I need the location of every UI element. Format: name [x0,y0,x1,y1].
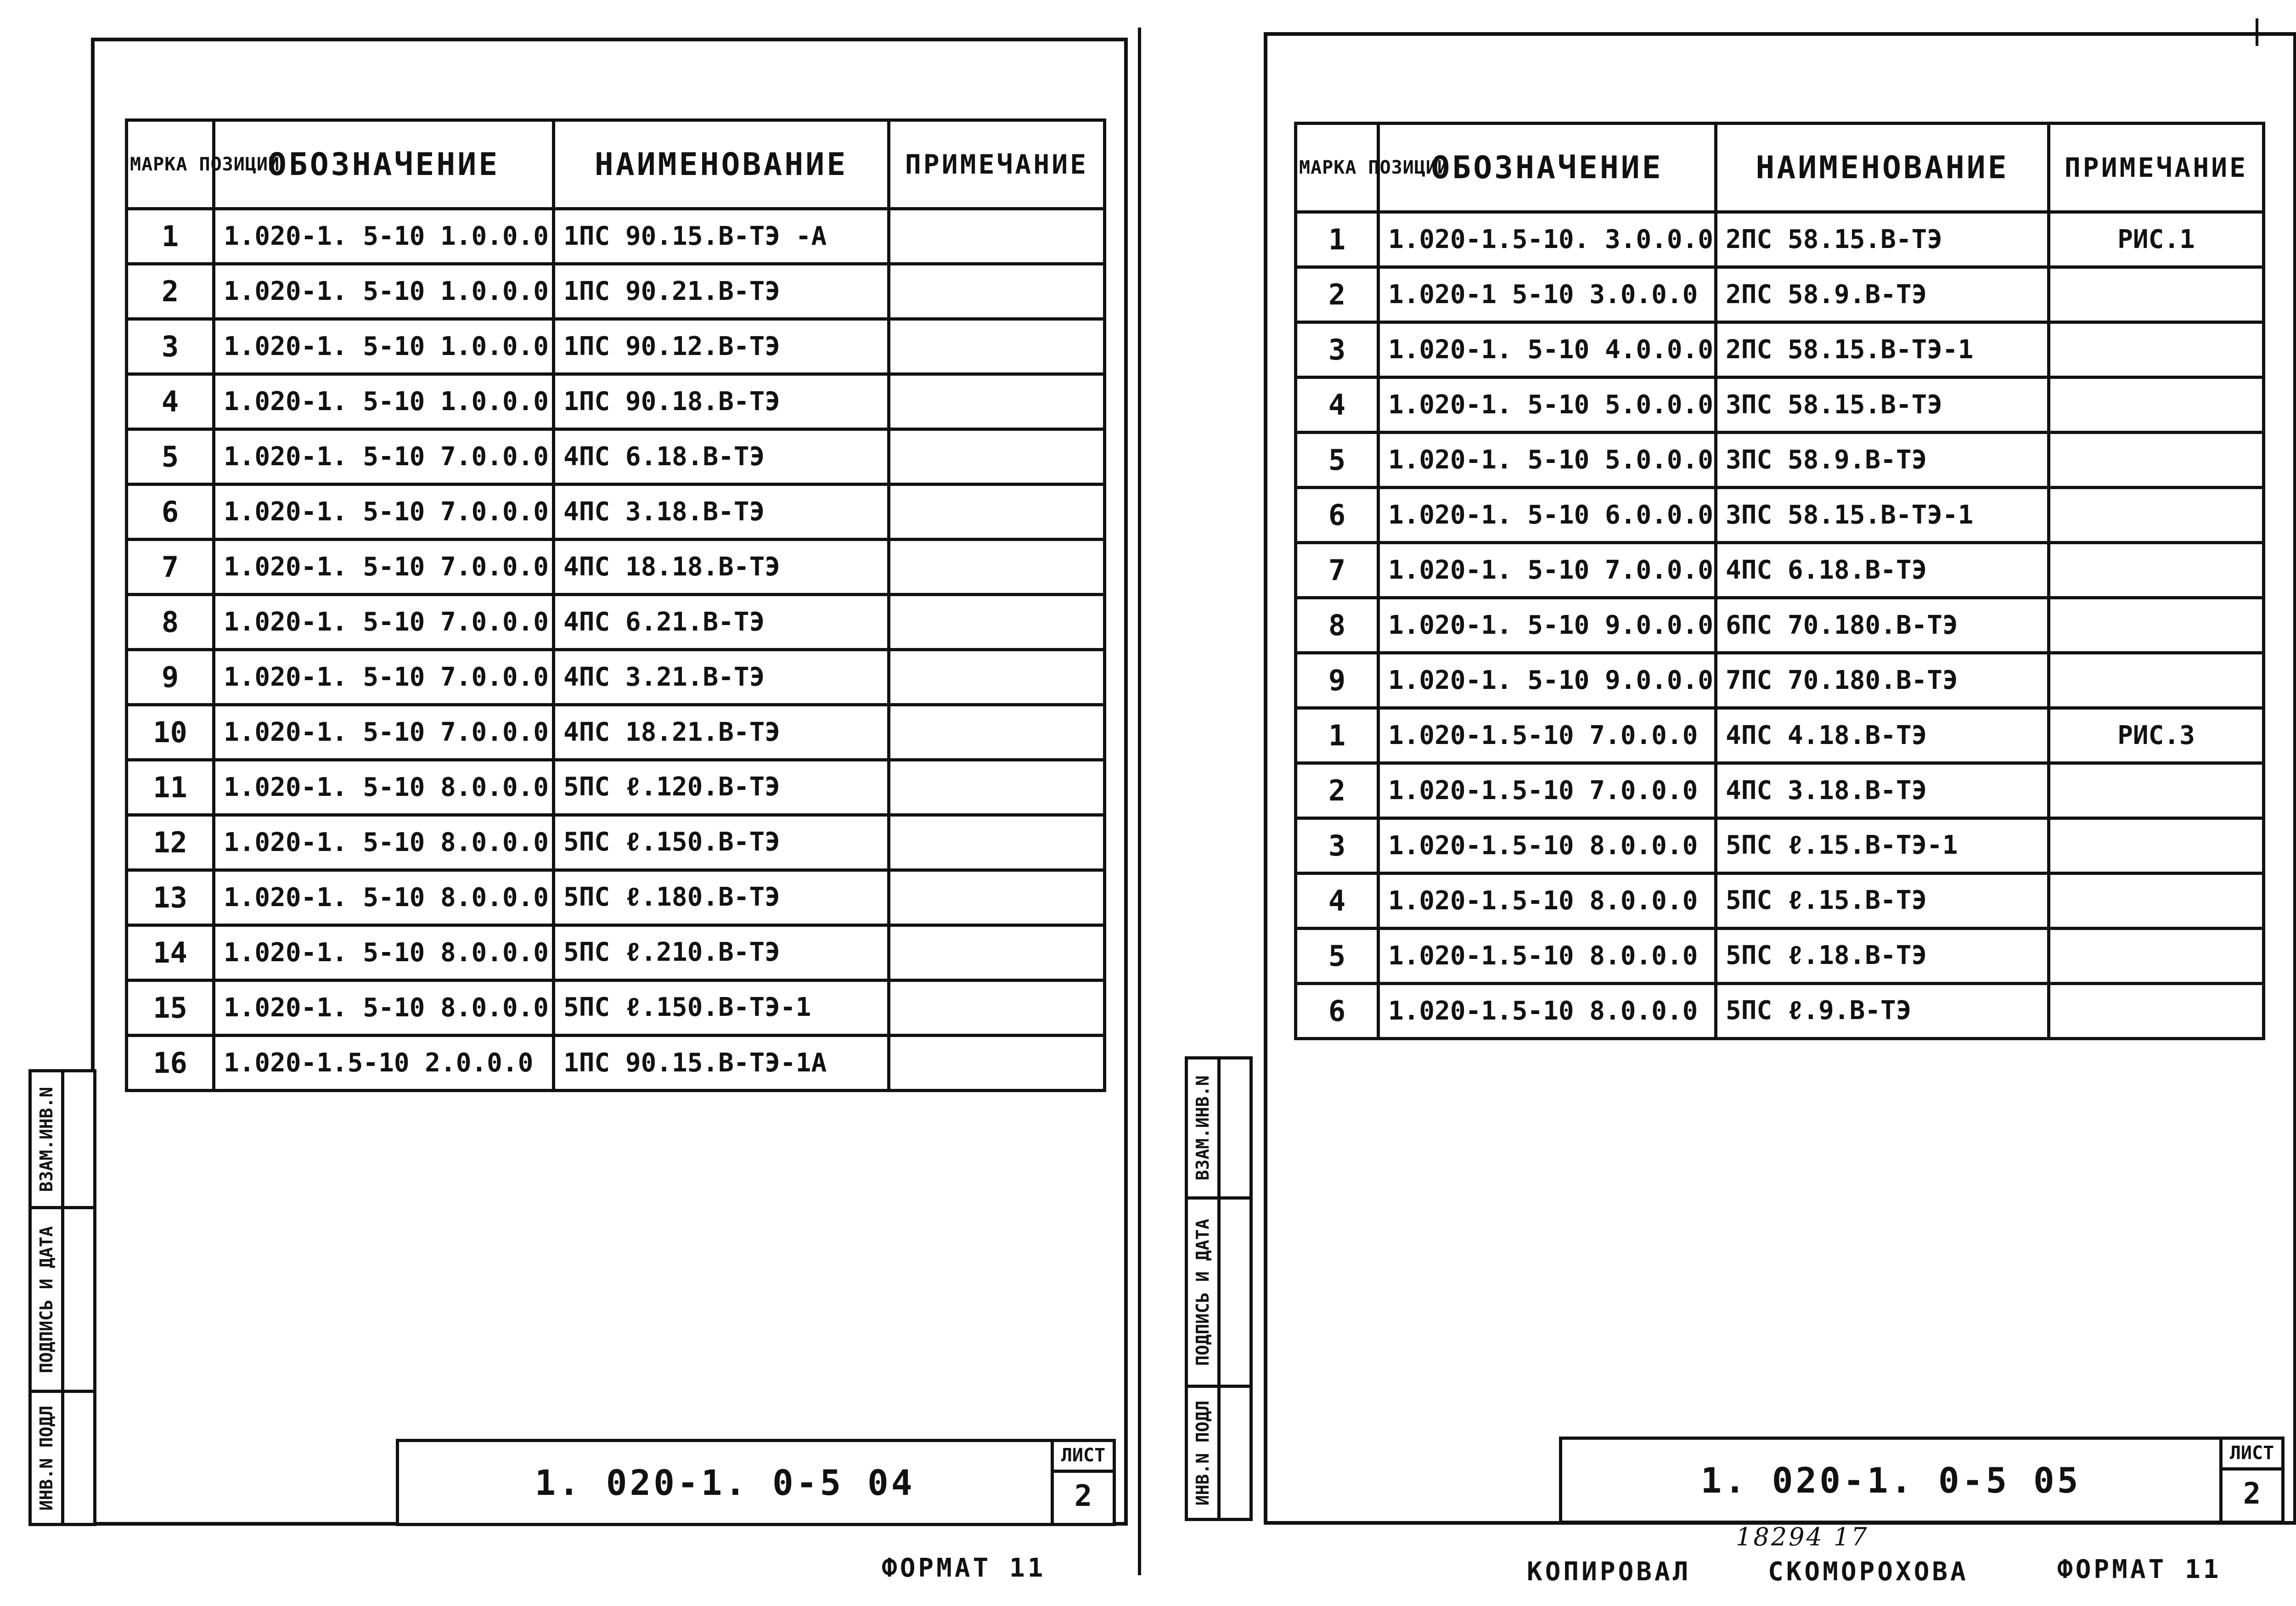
position-cell: 4 [1296,378,1379,433]
left-document-code: 1. 020-1. 0-5 04 [399,1442,1054,1523]
right-spec-table [1294,122,2265,1040]
position-cell: 3 [1296,322,1379,378]
table-row [1296,543,2264,598]
designation-cell: 1.020-1. 5-10 7.0.0.0 [214,429,554,485]
designation-cell: 1.020-1. 5-10 7.0.0.0 [214,705,554,760]
right-sheet-box [2223,1440,2281,1521]
table-row [1296,267,2264,322]
note-cell [889,925,1105,981]
name-cell: 5ПС ℓ.210.В-ТЭ [554,925,889,981]
designation-cell: 1.020-1.5-10 8.0.0.0 [1379,984,1716,1039]
designation-cell: 1.020-1.5-10 8.0.0.0 [1379,929,1716,984]
designation-cell: 1.020-1. 5-10 5.0.0.0 [1379,433,1716,488]
side-blank-2 [1221,1196,1249,1385]
note-cell [2049,543,2264,598]
table-row [1296,818,2264,873]
designation-cell: 1.020-1. 5-10 8.0.0.0 [214,981,554,1036]
copied-label: КОПИРОВАЛ [1527,1557,1691,1587]
designation-cell: 1.020-1. 5-10 7.0.0.0 [1379,543,1716,598]
left-sheet-number: 2 [1074,1479,1092,1513]
table-row [127,429,1105,485]
note-cell [889,319,1105,374]
copier-name: СКОМОРОХОВА [1768,1557,1969,1587]
handwritten-number: 18294 17 [1736,1522,1869,1551]
table-row [127,760,1105,815]
designation-cell: 1.020-1. 5-10 1.0.0.0 [214,264,554,319]
side-label-inv-orig: ИНВ.N ПОДЛ [36,1405,56,1510]
table-row [1296,984,2264,1039]
designation-cell: 1.020-1. 5-10 7.0.0.0 [214,485,554,540]
name-cell: 5ПС ℓ.150.В-ТЭ [554,815,889,870]
side-label-signature: ПОДПИСЬ И ДАТА [1193,1218,1213,1366]
note-cell [2049,873,2264,929]
right-sheet-number: 2 [2243,1477,2261,1511]
header-note: ПРИМЕЧАНИЕ [889,120,1105,209]
side-blank-3 [1221,1059,1249,1196]
note-cell [889,374,1105,429]
note-cell [889,870,1105,925]
note-cell [2049,763,2264,818]
name-cell: 4ПС 4.18.В-ТЭ [1716,708,2049,763]
table-row [1296,322,2264,378]
name-cell: 5ПС ℓ.15.В-ТЭ [1716,873,2049,929]
note-cell [2049,488,2264,543]
name-cell: 4ПС 6.18.В-ТЭ [1716,543,2049,598]
table-row [127,981,1105,1036]
left-side-labels [32,1072,61,1523]
left-side-strip [28,1069,96,1526]
table-row [1296,433,2264,488]
side-blank-1 [64,1390,93,1523]
table-row [1296,929,2264,984]
position-cell: 8 [127,595,214,650]
name-cell: 4ПС 6.18.В-ТЭ [554,429,889,485]
name-cell: 3ПС 58.15.В-ТЭ [1716,378,2049,433]
side-blank-1 [1221,1385,1249,1518]
header-designation: ОБОЗНАЧЕНИЕ [214,120,554,209]
name-cell: 4ПС 3.18.В-ТЭ [554,485,889,540]
table-row [127,870,1105,925]
table-row [127,540,1105,595]
table-row [1296,763,2264,818]
name-cell: 5ПС ℓ.9.В-ТЭ [1716,984,2049,1039]
position-cell: 3 [1296,818,1379,873]
header-mark: МАРКА ПОЗИЦИИ [1296,124,1379,212]
designation-cell: 1.020-1. 5-10 1.0.0.0 [214,209,554,264]
note-cell [2049,653,2264,708]
right-format-label: ФОРМАТ 11 [2057,1555,2222,1584]
table-row [1296,212,2264,267]
table-row [127,485,1105,540]
note-cell [2049,378,2264,433]
position-cell: 12 [127,815,214,870]
side-cell-replaced [1188,1059,1217,1196]
name-cell: 2ПС 58.15.В-ТЭ-1 [1716,322,2049,378]
position-cell: 9 [127,650,214,705]
position-cell: 1 [1296,708,1379,763]
name-cell: 5ПС ℓ.15.В-ТЭ-1 [1716,818,2049,873]
position-cell: 2 [1296,267,1379,322]
right-sheet-label: ЛИСТ [2223,1440,2281,1471]
side-cell-replaced [32,1072,61,1206]
position-cell: 7 [1296,543,1379,598]
position-cell: 14 [127,925,214,981]
table-row [1296,378,2264,433]
designation-cell: 1.020-1. 5-10 7.0.0.0 [214,595,554,650]
table-row [127,1036,1105,1091]
header-name: НАИМЕНОВАНИЕ [1716,124,2049,212]
table-row [1296,708,2264,763]
note-cell [889,485,1105,540]
position-cell: 7 [127,540,214,595]
header-mark: МАРКА ПОЗИЦИИ [127,120,214,209]
note-cell [2049,929,2264,984]
position-cell: 5 [1296,433,1379,488]
table-row [127,595,1105,650]
designation-cell: 1.020-1. 5-10 5.0.0.0 [1379,378,1716,433]
name-cell: 5ПС ℓ.180.В-ТЭ [554,870,889,925]
position-cell: 8 [1296,598,1379,653]
designation-cell: 1.020-1.5-10. 3.0.0.0 [1379,212,1716,267]
side-cell-inv-orig [32,1390,61,1523]
position-cell: 1 [127,209,214,264]
note-cell [889,1036,1105,1091]
name-cell: 1ПС 90.21.В-ТЭ [554,264,889,319]
position-cell: 4 [1296,873,1379,929]
note-cell [889,540,1105,595]
position-cell: 5 [1296,929,1379,984]
designation-cell: 1.020-1. 5-10 4.0.0.0 [1379,322,1716,378]
header-note: ПРИМЕЧАНИЕ [2049,124,2264,212]
side-label-replaced: ВЗАМ.ИНВ.N [36,1087,56,1192]
note-cell [2049,984,2264,1039]
note-cell [2049,598,2264,653]
name-cell: 7ПС 70.180.В-ТЭ [1716,653,2049,708]
table-row [127,264,1105,319]
position-cell: 6 [127,485,214,540]
designation-cell: 1.020-1.5-10 2.0.0.0 [214,1036,554,1091]
table-row [127,374,1105,429]
note-cell: РИС.3 [2049,708,2264,763]
name-cell: 4ПС 18.18.В-ТЭ [554,540,889,595]
table-row [1296,653,2264,708]
side-cell-inv-orig [1188,1385,1217,1518]
position-cell: 6 [1296,488,1379,543]
name-cell: 1ПС 90.18.В-ТЭ [554,374,889,429]
position-cell: 1 [1296,212,1379,267]
position-cell: 16 [127,1036,214,1091]
designation-cell: 1.020-1.5-10 8.0.0.0 [1379,818,1716,873]
designation-cell: 1.020-1. 5-10 8.0.0.0 [214,925,554,981]
position-cell: 3 [127,319,214,374]
table-row [1296,488,2264,543]
designation-cell: 1.020-1. 5-10 8.0.0.0 [214,815,554,870]
table-row [1296,598,2264,653]
position-cell: 5 [127,429,214,485]
name-cell: 4ПС 3.18.В-ТЭ [1716,763,2049,818]
note-cell: РИС.1 [2049,212,2264,267]
side-blank-3 [64,1072,93,1206]
name-cell: 2ПС 58.15.В-ТЭ [1716,212,2049,267]
right-side-blanks [1217,1059,1249,1518]
table-row [127,925,1105,981]
name-cell: 1ПС 90.15.В-ТЭ -А [554,209,889,264]
center-divider [1138,28,1141,1575]
name-cell: 5ПС ℓ.18.В-ТЭ [1716,929,2049,984]
side-cell-signature [1188,1196,1217,1385]
table-row [127,209,1105,264]
name-cell: 4ПС 3.21.В-ТЭ [554,650,889,705]
note-cell [2049,322,2264,378]
designation-cell: 1.020-1. 5-10 1.0.0.0 [214,319,554,374]
note-cell [889,650,1105,705]
designation-cell: 1.020-1. 5-10 7.0.0.0 [214,540,554,595]
name-cell: 4ПС 18.21.В-ТЭ [554,705,889,760]
name-cell: 5ПС ℓ.150.В-ТЭ-1 [554,981,889,1036]
designation-cell: 1.020-1 5-10 3.0.0.0 [1379,267,1716,322]
left-sheet-box [1054,1442,1113,1523]
name-cell: 3ПС 58.9.В-ТЭ [1716,433,2049,488]
left-sheet-label: ЛИСТ [1054,1442,1113,1473]
note-cell [889,705,1105,760]
right-title-block [1559,1437,2285,1524]
position-cell: 13 [127,870,214,925]
table-row [127,319,1105,374]
side-cell-signature [32,1206,61,1390]
left-side-blanks [61,1072,93,1523]
designation-cell: 1.020-1.5-10 7.0.0.0 [1379,763,1716,818]
left-title-block [396,1439,1116,1526]
designation-cell: 1.020-1. 5-10 7.0.0.0 [214,650,554,705]
designation-cell: 1.020-1. 5-10 1.0.0.0 [214,374,554,429]
table-row [1296,873,2264,929]
name-cell: 2ПС 58.9.В-ТЭ [1716,267,2049,322]
note-cell [2049,818,2264,873]
right-table-header-row [1296,124,2264,212]
name-cell: 4ПС 6.21.В-ТЭ [554,595,889,650]
designation-cell: 1.020-1. 5-10 9.0.0.0 [1379,598,1716,653]
designation-cell: 1.020-1. 5-10 9.0.0.0 [1379,653,1716,708]
position-cell: 9 [1296,653,1379,708]
side-blank-2 [64,1206,93,1390]
name-cell: 1ПС 90.12.В-ТЭ [554,319,889,374]
note-cell [889,429,1105,485]
left-spec-table [125,118,1106,1092]
name-cell: 1ПС 90.15.В-ТЭ-1А [554,1036,889,1091]
position-cell: 4 [127,374,214,429]
designation-cell: 1.020-1. 5-10 8.0.0.0 [214,870,554,925]
note-cell [2049,433,2264,488]
position-cell: 2 [127,264,214,319]
left-table-header-row [127,120,1105,209]
note-cell [889,815,1105,870]
header-designation: ОБОЗНАЧЕНИЕ [1379,124,1716,212]
right-side-labels [1188,1059,1217,1518]
designation-cell: 1.020-1.5-10 7.0.0.0 [1379,708,1716,763]
name-cell: 6ПС 70.180.В-ТЭ [1716,598,2049,653]
right-side-strip [1185,1056,1253,1521]
name-cell: 5ПС ℓ.120.В-ТЭ [554,760,889,815]
right-document-code: 1. 020-1. 0-5 05 [1562,1440,2223,1521]
side-label-replaced: ВЗАМ.ИНВ.N [1193,1075,1213,1181]
name-cell: 3ПС 58.15.В-ТЭ-1 [1716,488,2049,543]
note-cell [889,981,1105,1036]
note-cell [2049,267,2264,322]
note-cell [889,209,1105,264]
designation-cell: 1.020-1. 5-10 6.0.0.0 [1379,488,1716,543]
side-label-signature: ПОДПИСЬ И ДАТА [36,1226,56,1373]
left-format-label: ФОРМАТ 11 [882,1553,1046,1583]
header-name: НАИМЕНОВАНИЕ [554,120,889,209]
table-row [127,705,1105,760]
side-label-inv-orig: ИНВ.N ПОДЛ [1193,1400,1213,1505]
note-cell [889,760,1105,815]
position-cell: 11 [127,760,214,815]
position-cell: 6 [1296,984,1379,1039]
note-cell [889,595,1105,650]
designation-cell: 1.020-1. 5-10 8.0.0.0 [214,760,554,815]
position-cell: 10 [127,705,214,760]
designation-cell: 1.020-1.5-10 8.0.0.0 [1379,873,1716,929]
table-row [127,815,1105,870]
position-cell: 2 [1296,763,1379,818]
note-cell [889,264,1105,319]
position-cell: 15 [127,981,214,1036]
table-row [127,650,1105,705]
